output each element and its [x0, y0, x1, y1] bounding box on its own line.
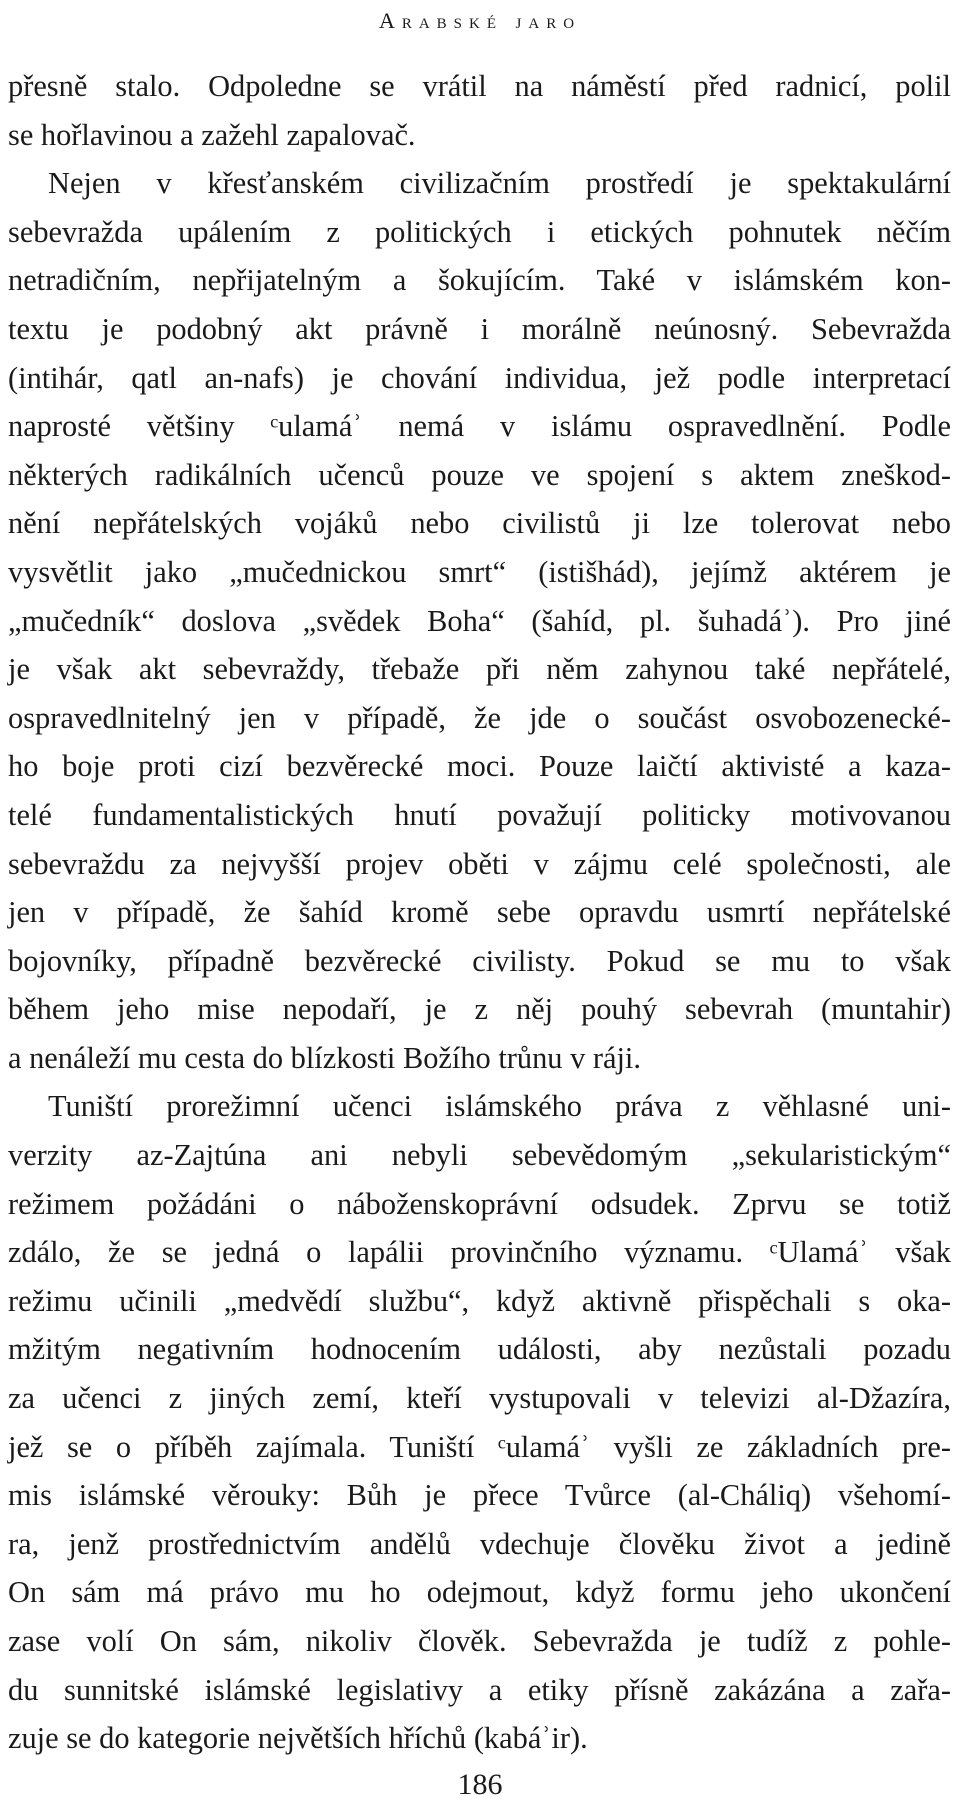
text-line: telé fundamentalistických hnutí považují politicky motivovanou	[8, 797, 951, 832]
text-line: mis islámské věrouky: Bůh je přece Tvůrce (al-Cháliq) všehomí-	[8, 1478, 951, 1513]
text-line: naprosté většiny ᶜulamáʾ nemá v islámu ospravedlnění. Podle	[8, 409, 951, 444]
text-line: Nejen v křesťanském civilizačním prostředí je spektakulární	[48, 166, 951, 201]
text-line: se hořlavinou a zažehl zapalovač.	[8, 117, 416, 152]
text-line: jež se o příběh zajímala. Tuniští ᶜulamáʾ vyšli ze základních pre-	[8, 1429, 951, 1464]
text-line: du sunnitské islámské legislativy a etiky přísně zakázána a zařa-	[8, 1672, 951, 1707]
text-line: sebevražda upálením z politických i etických pohnutek něčím	[8, 214, 951, 249]
text-line: mžitým negativním hodnocením události, aby nezůstali pozadu	[8, 1332, 951, 1367]
text-line: jen v případě, že šahíd kromě sebe opravdu usmrtí nepřátelské	[8, 895, 951, 930]
text-line: zdálo, že se jedná o lapálii provinčního významu. ᶜUlamáʾ však	[8, 1235, 951, 1270]
text-line: bojovníky, případně bezvěrecké civilisty. Pokud se mu to však	[8, 943, 951, 978]
text-line: a nenáleží mu cesta do blízkosti Božího trůnu v ráji.	[8, 1040, 641, 1075]
text-line: režimem požádáni o náboženskoprávní odsudek. Zprvu se totiž	[8, 1186, 951, 1221]
text-line: režimu učinili „medvědí službu“, když aktivně přispěchali s oka-	[8, 1283, 951, 1318]
text-line: vysvětlit jako „mučednickou smrt“ (istišhád), jejímž aktérem je	[8, 554, 951, 589]
text-line: ra, jenž prostřednictvím andělů vdechuje člověku život a jedině	[8, 1526, 951, 1561]
text-line: zuje se do kategorie největších hříchů (kabáʾir).	[8, 1721, 588, 1756]
page-number: 186	[457, 1768, 503, 1801]
running-head: Arabské jaro	[378, 8, 582, 33]
body-text	[8, 62, 951, 1763]
text-line: za učenci z jiných zemí, kteří vystupovali v televizi al-Džazíra,	[8, 1381, 951, 1416]
text-line: během jeho mise nepodaří, je z něj pouhý sebevrah (muntahir)	[8, 992, 951, 1027]
text-line: On sám má právo mu ho odejmout, když formu jeho ukončení	[8, 1575, 951, 1610]
text-line: sebevraždu za nejvyšší projev oběti v zájmu celé společnosti, ale	[8, 846, 951, 881]
text-line: „mučedník“ doslova „svědek Boha“ (šahíd, pl. šuhadáʾ). Pro jiné	[8, 603, 951, 638]
text-line: (intihár, qatl an-nafs) je chování individua, jež podle interpretací	[8, 360, 951, 395]
text-line: verzity az-Zajtúna ani nebyli sebevědomým „sekularistickým“	[8, 1138, 951, 1173]
text-line: ospravedlnitelný jen v případě, že jde o součást osvobozenecké-	[8, 700, 951, 735]
text-line: některých radikálních učenců pouze ve spojení s aktem zneškod-	[8, 457, 951, 492]
text-line: Tuniští prorežimní učenci islámského práva z věhlasné uni-	[48, 1089, 951, 1124]
text-line: přesně stalo. Odpoledne se vrátil na náměstí před radnicí, polil	[8, 69, 951, 103]
text-line: netradičním, nepřijatelným a šokujícím. Také v islámském kon-	[8, 263, 951, 298]
text-line: je však akt sebevraždy, třebaže při něm zahynou také nepřátelé,	[8, 652, 951, 687]
text-line: zase volí On sám, nikoliv člověk. Sebevražda je tudíž z pohle-	[8, 1624, 951, 1658]
text-line: nění nepřátelských vojáků nebo civilistů ji lze tolerovat nebo	[8, 506, 951, 541]
text-line: ho boje proti cizí bezvěrecké moci. Pouze laičtí aktivisté a kaza-	[8, 749, 951, 784]
text-line: textu je podobný akt právně i morálně neúnosný. Sebevražda	[8, 311, 951, 346]
